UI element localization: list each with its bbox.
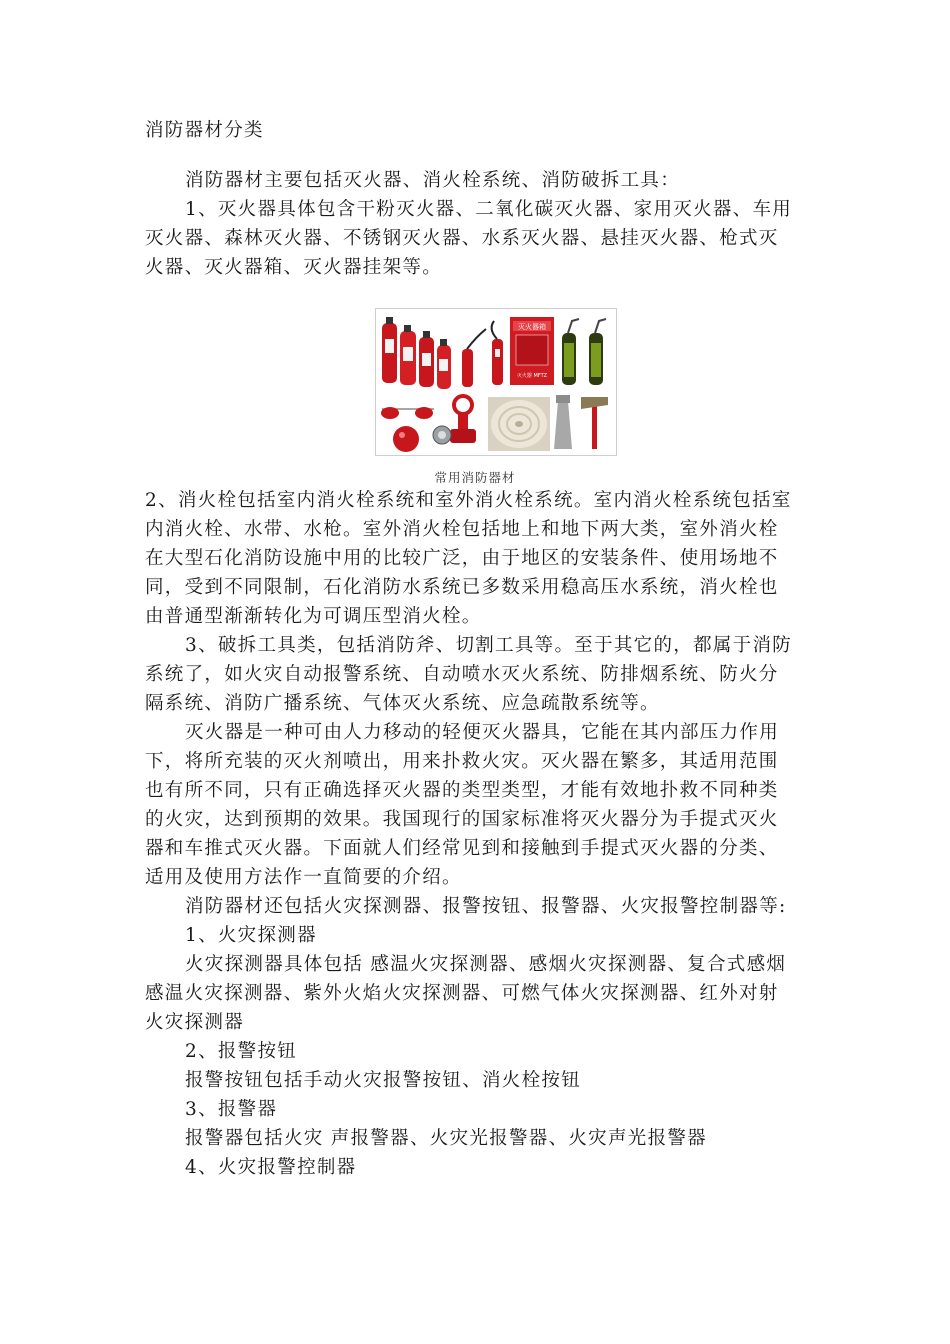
fire-hose-roll [488, 397, 550, 451]
section-heading: 1、火灾探测器 [185, 925, 317, 946]
hose-nozzle [554, 395, 572, 449]
paragraph-line: 由普通型渐渐转化为可调压型消火栓。 [145, 606, 482, 627]
paragraph-line: 1、灭火器具体包含干粉灭火器、二氧化碳灭火器、家用灭火器、车用 [185, 199, 793, 220]
paragraph-line: 火灾探测器 [145, 1012, 245, 1033]
paragraph-line: 内消火栓、水带、水枪。室外消火栓包括地上和地下两大类，室外消火栓 [145, 519, 779, 540]
section-heading: 2、报警按钮 [185, 1041, 298, 1062]
paragraph-line: 3、破拆工具类，包括消防斧、切割工具等。至于其它的，都属于消防 [185, 635, 793, 656]
extinguisher-cabinet [510, 317, 554, 385]
cabinet-label: 灭火器箱 [518, 323, 546, 331]
paragraph-line: 感温火灾探测器、紫外火焰火灾探测器、可燃气体火灾探测器、红外对射 [145, 983, 779, 1004]
hydrant-valve [433, 396, 476, 444]
paragraph-line: 消防器材还包括火灾探测器、报警按钮、报警器、火灾报警控制器等: [185, 896, 787, 917]
paragraph-line: 下，将所充装的灭火剂喷出，用来扑救火灾。灭火器在繁多，其适用范围 [145, 751, 779, 772]
paragraph-line: 灭火器是一种可由人力移动的轻便灭火器具，它能在其内部压力作用 [185, 722, 780, 743]
paragraph-line: 灭火器、森林灭火器、不锈钢灭火器、水系灭火器、悬挂灭火器、枪式灭 [145, 228, 779, 249]
paragraph-line: 器和车推式灭火器。下面就人们经常见到和接触到手提式灭火器的分类、 [145, 838, 779, 859]
intro-line: 消防器材主要包括灭火器、消火栓系统、消防破拆工具： [185, 170, 681, 191]
green-extinguishers [562, 319, 606, 385]
paragraph-line: 的火灾，达到预期的效果。我国现行的国家标准将灭火器分为手提式灭火 [145, 809, 779, 830]
section-heading: 3、报警器 [185, 1099, 278, 1120]
paragraph-line: 同，受到不同限制，石化消防水系统已多数采用稳高压水系统，消火栓也 [145, 577, 779, 598]
figure-caption: 常用消防器材 [434, 470, 516, 485]
paragraph-line: 也有所不同，只有正确选择灭火器的类型类型，才能有效地扑救不同种类 [145, 780, 779, 801]
hanging-extinguishers [381, 407, 434, 452]
paragraph-line: 适用及使用方法作一直简要的介绍。 [145, 867, 462, 888]
fire-equipment-image [375, 308, 617, 456]
paragraph-line: 2、消火栓包括室内消火栓系统和室外消火栓系统。室内消火栓系统包括室 [145, 490, 792, 511]
paragraph-line: 火器、灭火器箱、灭火器挂架等。 [145, 257, 443, 278]
paragraph-line: 隔系统、消防广播系统、气体灭火系统、应急疏散系统等。 [145, 693, 660, 714]
powder-extinguishers [382, 317, 451, 389]
paragraph-line: 报警按钮包括手动火灾报警按钮、消火栓按钮 [185, 1070, 582, 1091]
paragraph-line: 系统了，如火灾自动报警系统、自动喷水灭火系统、防排烟系统、防火分 [145, 664, 779, 685]
fire-axe [581, 397, 608, 449]
paragraph-line: 报警器包括火灾 声报警器、火灾光报警器、火灾声光报警器 [185, 1128, 707, 1149]
cabinet-sublabel: 灭火器 MFTZ [516, 373, 548, 379]
paragraph-line: 火灾探测器具体包括 感温火灾探测器、感烟火灾探测器、复合式感烟 [185, 954, 787, 975]
section-heading: 4、火灾报警控制器 [185, 1157, 357, 1178]
paragraph-line: 在大型石化消防设施中用的比较广泛，由于地区的安装条件、使用场地不 [145, 548, 779, 569]
document-title: 消防器材分类 [145, 120, 264, 141]
co2-extinguishers [462, 321, 503, 387]
fire-equipment-illustration [376, 309, 616, 455]
